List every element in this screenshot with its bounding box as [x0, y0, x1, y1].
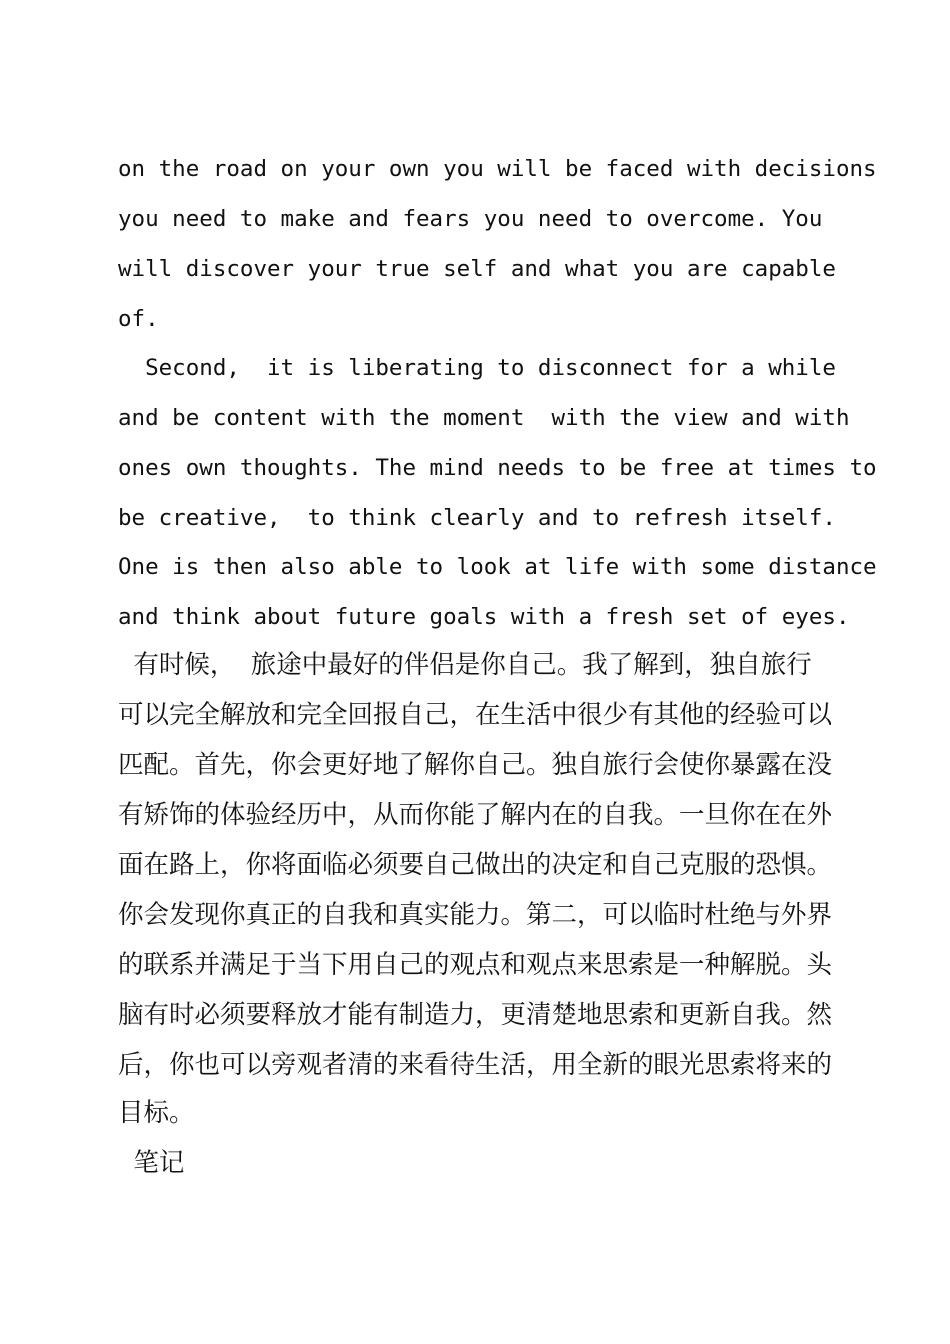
english-line: One is then also able to look at life with some distance: [118, 554, 877, 580]
english-line: of.: [118, 306, 159, 332]
english-line: Second, it is liberating to disconnect for a while: [118, 355, 836, 381]
chinese-line: 可以完全解放和完全回报自己，在生活中很少有其他的经验可以: [118, 700, 833, 730]
english-line: ones own thoughts. The mind needs to be free at times to: [118, 455, 877, 481]
chinese-line: 的联系并满足于当下用自己的观点和观点来思索是一种解脱。头: [118, 950, 833, 980]
chinese-line: 后，你也可以旁观者清的来看待生活，用全新的眼光思索将来的: [118, 1050, 833, 1080]
chinese-line: 面在路上，你将面临必须要自己做出的决定和自己克服的恐惧。: [118, 850, 833, 880]
chinese-line: 有时候， 旅途中最好的伴侣是你自己。我了解到，独自旅行: [118, 650, 812, 680]
english-line: be creative, to think clearly and to refresh itself.: [118, 505, 836, 531]
notes-label: 笔记: [118, 1148, 185, 1178]
english-line: on the road on your own you will be faced with decisions: [118, 156, 877, 182]
english-line: you need to make and fears you need to overcome. You: [118, 206, 823, 232]
english-line: and think about future goals with a fresh set of eyes.: [118, 604, 850, 630]
chinese-line: 脑有时必须要释放才能有制造力，更清楚地思索和更新自我。然: [118, 1000, 833, 1030]
chinese-line: 匹配。首先，你会更好地了解你自己。独自旅行会使你暴露在没: [118, 750, 833, 780]
chinese-line: 有矫饰的体验经历中，从而你能了解内在的自我。一旦你在在外: [118, 800, 833, 830]
english-line: will discover your true self and what you are capable: [118, 256, 836, 282]
chinese-line: 目标。: [118, 1098, 195, 1128]
english-line: and be content with the moment with the view and with: [118, 405, 850, 431]
chinese-line: 你会发现你真正的自我和真实能力。第二，可以临时杜绝与外界: [118, 900, 833, 930]
